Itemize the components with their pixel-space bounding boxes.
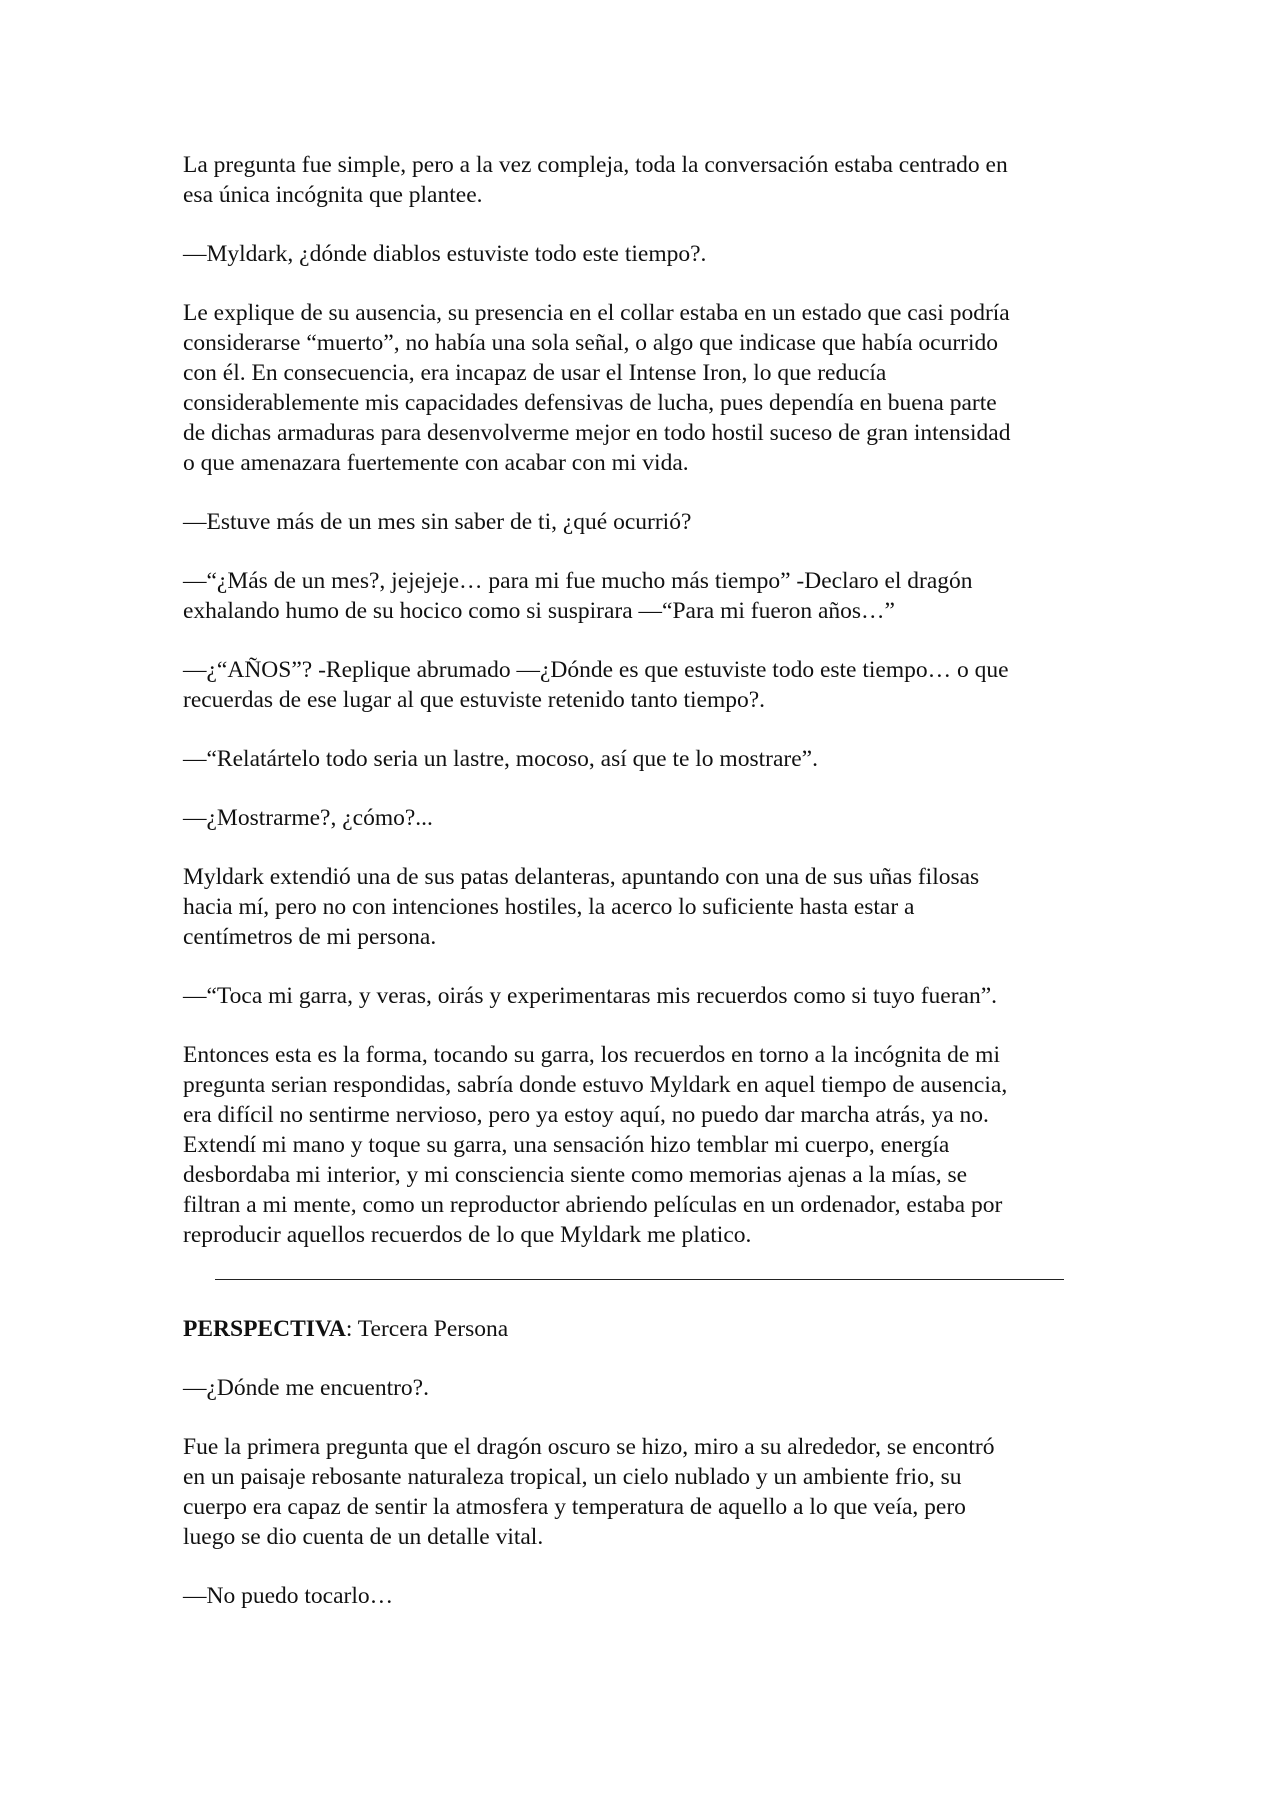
section-divider xyxy=(215,1279,1064,1280)
section-heading-value: Tercera Persona xyxy=(357,1316,509,1342)
paragraph-narration: Entonces esta es la forma, tocando su garra, los recuerdos en torno a la incógnita de mi pregunta serian respondidas, sabría donde estuvo Myldark en aquel tiempo de ausencia, era difícil no sentirme nervioso, pero ya estoy aquí, no puedo dar marcha atrás, ya no. Extendí mi mano y toque su garra, una sensación hizo temblar mi cuerpo, energía desbordaba mi interior, y mi consciencia siente como memorias ajenas a la mías, se filtran a mi mente, como un reproductor abriendo películas en un ordenador, estaba por reproducir aquellos recuerdos de lo que Myldark me platico. xyxy=(183,1042,1008,1248)
section-heading xyxy=(183,1314,1103,1344)
dialogue-line: —¿“AÑOS”? -Replique abrumado —¿Dónde es que estuviste todo este tiempo… o que recuerdas de ese lugar al que estuviste retenido tanto tiempo?. xyxy=(183,657,1009,713)
dialogue-line: —Myldark, ¿dónde diablos estuviste todo este tiempo?. xyxy=(183,241,707,267)
document-page xyxy=(183,150,1103,1640)
paragraph-explanation: Le explique de su ausencia, su presencia en el collar estaba en un estado que casi podría considerarse “muerto”, no había una sola señal, o algo que indicase que había ocurrido con él. En consecuencia, era incapaz de usar el Intense Iron, lo que reducía considerablemente mis capacidades defensivas de lucha, pues dependía en buena parte de dichas armaduras para desenvolverme mejor en todo hostil suceso de gran intensidad o que amenazara fuertemente con acabar con mi vida. xyxy=(183,300,1011,476)
dialogue-line: —¿Dónde me encuentro?. xyxy=(183,1375,429,1401)
dialogue-line: —“Relatártelo todo seria un lastre, mocoso, así que te lo mostrare”. xyxy=(183,746,818,772)
dialogue-line: —“Toca mi garra, y veras, oirás y experimentaras mis recuerdos como si tuyo fueran”. xyxy=(183,983,998,1009)
paragraph-intro: La pregunta fue simple, pero a la vez compleja, toda la conversación estaba centrado en esa única incógnita que plantee. xyxy=(183,152,1008,208)
section-heading-separator: : xyxy=(345,1316,358,1342)
paragraph-narration: Myldark extendió una de sus patas delanteras, apuntando con una de sus uñas filosas hacia mí, pero no con intenciones hostiles, la acerco lo suficiente hasta estar a centímetros de mi persona. xyxy=(183,864,980,950)
dialogue-line: —¿Mostrarme?, ¿cómo?... xyxy=(183,805,433,831)
paragraph-narration: Fue la primera pregunta que el dragón oscuro se hizo, miro a su alrededor, se encontró en un paisaje rebosante naturaleza tropical, un cielo nublado y un ambiente frio, su cuerpo era capaz de sentir la atmosfera y temperatura de aquello a lo que veía, pero luego se dio cuenta de un detalle vital. xyxy=(183,1434,995,1550)
dialogue-line: —No puedo tocarlo… xyxy=(183,1583,394,1609)
section-heading-label: PERSPECTIVA xyxy=(183,1316,346,1342)
dialogue-line: —Estuve más de un mes sin saber de ti, ¿qué ocurrió? xyxy=(183,509,692,535)
dialogue-line: —“¿Más de un mes?, jejejeje… para mi fue mucho más tiempo” -Declaro el dragón exhalando humo de su hocico como si suspirara —“Para mi fueron años…” xyxy=(183,568,973,624)
